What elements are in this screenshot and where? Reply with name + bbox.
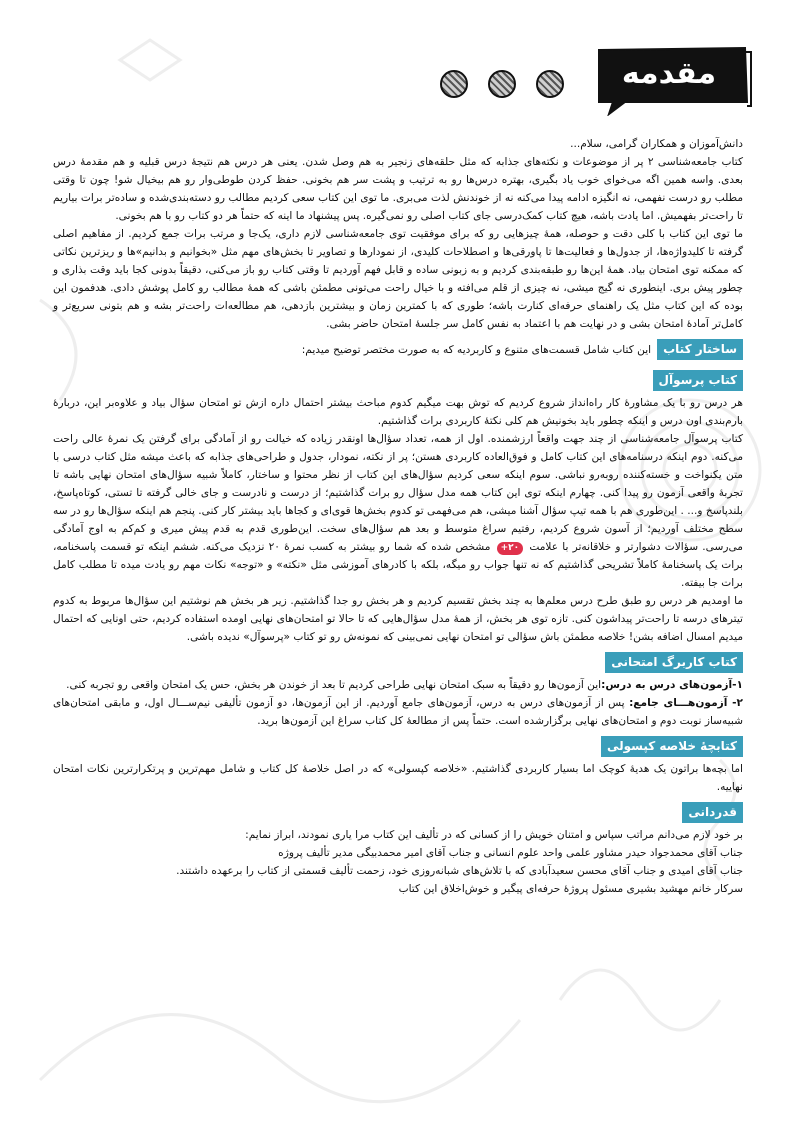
greeting: دانش‌آموزان و همکاران گرامی، سلام... (570, 138, 743, 150)
section-heading-porsoal: کتاب پرسوآل (653, 370, 743, 391)
porsoal-paragraph-2-start: کتاب پرسوآل جامعه‌شناسی از چند جهت واقعاً ارزشمنده. اول از همه، تعداد سؤال‌ها اونقدر زیاده که خیالت رو از آمادگی برای گرفتن یک نمرهٔ عالی راحت می‌کنه. دوم اینکه درسنامه‌های این کتاب کامل و فوق‌العاده کاربردی هستن؛ پر از نکته، نمودار، جدول و طراحی‌های جذابه که باعث میشه مثل کتاب درسی با متن یکنواخت و خسته‌کننده روبه‌رو نباشی. سوم اینکه سعی کردیم سؤال‌های این کتاب از نظر محتوا و ساختار، کاملاً شبیه سؤال‌های امتحان نهایی باشه تا تجربهٔ واقعی آزمون رو پیدا کنی. چهارم اینکه توی این کتاب همه مدل سؤال رو برات گذاشتیم؛ از درست و نادرست و جای خالی گرفته تا تستی، کوتاه‌پاسخ، بلندپاسخ و... . این‌طوری هم با همه تیپ سؤال آشنا میشی، هم می‌فهمی تو کدوم بخش‌ها قوی‌ای و کجاها باید بیشتر کار کنی. پنجم هم اینکه سؤال‌ها رو در سه سطح مختلف آوردیم؛ از آسون شروع کردیم، رفتیم سراغ متوسط و بعد هم سؤال‌های سخت. این‌طوری قدم به قدم پیش میری و کم‌کم به اوج آمادگی می‌رسی. سؤالات دشوارتر و خلاقانه‌تر با علامت (53, 433, 743, 553)
thanks-line: جناب آقای امیدی و جناب آقای محسن سعیدآبادی که با تلاش‌های شبانه‌روزی خود، زحمت تألیف قسمتی از کتاب را برعهده داشتند. (176, 865, 743, 877)
exam-item-1-text: این آزمون‌ها رو دقیقاً به سبک امتحان نهایی طراحی کردیم تا بعد از خوندن هر بخش، حس یک امتحان واقعی رو تجربه کنی. (66, 679, 602, 691)
section-heading-capsule: کتابچهٔ خلاصه کپسولی (601, 736, 743, 757)
dot-icon (536, 70, 564, 98)
structure-text: این کتاب شامل قسمت‌های متنوع و کاربردیه که به صورت مختصر توضیح میدیم: (301, 344, 652, 356)
exam-item-1 (53, 676, 743, 694)
exam-item-2 (53, 694, 743, 730)
section-heading-structure: ساختار کتاب (657, 339, 743, 360)
exam-item-1-label: ۱-آزمون‌های درس به درس: (601, 679, 743, 691)
dot-icon (440, 70, 468, 98)
intro-paragraph-1: کتاب جامعه‌شناسی ۲ پر از موضوعات و نکته‌های جذابه که مثل حلقه‌های زنجیر به هم وصل شدن. یعنی هر درس هم نتیجهٔ درس قبلیه و هم مقدمهٔ درس بعدی. واسه همین اگه می‌خوای خوب یاد بگیری، بهتره درس‌ها رو به ترتیب و پشت سر هم بخونی. حفظ کردن طوطی‌وار رو هم بیخیال شو! چون تا وقتی مطلب رو درست نفهمی، نه انگیزه ادامه پیدا می‌کنه نه از خوندنش لذت می‌بری. ما توی این کتاب سعی کردیم مطالب رو دسته‌بندی‌شده و ساده‌تر برات بیاریم تا راحت‌تر بفهمیش. اما یادت باشه، هیچ کتاب کمک‌درسی جای کتاب اصلی رو نمی‌گیره. پس پیشنهاد ما اینه که حتماً هر دو کتاب رو با هم بخونی. (53, 156, 743, 222)
thanks-line: سرکار خانم مهشید بشیری مسئول پروژهٔ حرفه‌ای پیگیر و خوش‌اخلاق این کتاب (398, 883, 743, 895)
main-content (53, 135, 743, 898)
structure-row (302, 339, 743, 360)
porsoal-paragraph-2-end: مشخص شده که شما رو بیشتر به کسب نمرهٔ ۲۰ نزدیک می‌کنه. ششم اینکه تو قسمت پاسخنامه، برات یک پاسخنامهٔ کاملاً تشریحی گذاشتیم که نه تنها جواب رو میگه، بلکه با کادرهای آموزشی مثل «نکته» و «توجه» نکات مهم رو یادت میده تا مطلب کامل برات جا بیفته. (53, 541, 743, 589)
exam-item-2-label: ۲- آزمون‌هـــای جامع: (629, 697, 743, 709)
intro-paragraph-2: ما توی این کتاب با کلی دقت و حوصله، همهٔ چیزهایی رو که برای موفقیت توی جامعه‌شناسی لازم داری، یک‌جا و مرتب برات جمع کردیم. از مفاهیم اصلی گرفته تا کلیدواژه‌ها، از جدول‌ها و فعالیت‌ها تا پاورقی‌ها و اصطلاحات کلیدی، از نمودارها و تصاویر تا بخش‌های مهم مثل «بخوانیم و بدانیم»ها و ریزترین نکاتی که ممکنه توی امتحان بیاد. همهٔ این‌ها رو طبقه‌بندی کردیم و به زبونی ساده و قابل فهم آوردیم تا وقتی کتاب رو باز می‌کنی، دقیقاً بدونی کجا باید وقت بذاری و چطور پیش بری. اینطوری نه گیج میشی، نه چیزی از قلم می‌افته و با خیال راحت می‌تونی مطمئن باشی که همهٔ مطالب رو کامل پوشش دادی. هدفمون این بوده که این کتاب مثل یک راهنمای حرفه‌ای کنارت باشه؛ طوری که با کمترین زمان و بیشترین بازدهی، هم مطالعه‌ات راحت‌تر بشه و هم بتونی سریع‌تر و کامل‌تر آمادهٔ امتحان بشی و در نهایت هم با اعتماد به نفس کامل سر جلسهٔ امتحان حاضر بشی. (53, 228, 743, 330)
porsoal-paragraph-2 (53, 430, 743, 592)
decorative-dots (440, 70, 570, 100)
porsoal-paragraph-1: هر درس رو با یک مشاورهٔ کار راه‌انداز شروع کردیم که توش بهت میگیم کدوم مباحث بیشتر احتمال داره ازش تو امتحان سؤال بیاد و علاوه‌بر این، دربارهٔ بارم‌بندی اون درس و اینکه چطور باید بخونیش هم کلی نکتهٔ کاربردی برات گذاشتیم. (53, 397, 743, 427)
page-title: مقدمه (621, 56, 717, 91)
section-heading-thanks: قدردانی (682, 802, 743, 823)
thanks-line: جناب آقای محمدجواد حیدر مشاور علمی واحد علوم انسانی و جناب آقای امیر محمدبیگی مدیر تألیف پروژه (278, 847, 743, 859)
dot-icon (488, 70, 516, 98)
porsoal-paragraph-3: ما اومدیم هر درس رو طبق طرح درس معلم‌ها به چند بخش تقسیم کردیم و هر بخش رو جدا گذاشتیم. زیر هر بخش هم نوشتیم این سؤال‌ها مربوط به کدوم تیترهای درسه تا راحت‌تر پیداشون کنی. تازه توی هر بخش، از همهٔ مدل سؤال‌هایی که تا حالا تو امتحان‌های نهایی اومده استفاده کردیم، حتی اونایی که احتمال میدیم امسال اضافه بشن! خلاصه مطمئن باش سؤالی تو امتحان نهایی نمی‌بینی که نمونه‌ش رو تو کتاب «پرسوآل» ندیده باشی. (53, 595, 743, 643)
exam-item-2-text: پس از آزمون‌های درس به درس، آزمون‌های جامع آوردیم. از این آزمون‌ها، دو آزمون تألیفی نیم‌ســـال اول، و مابقی امتحان‌های شبیه‌ساز نوبت دوم و امتحان‌های نهایی برگزارشده است. حتماً پس از مطالعهٔ کل کتاب سراغ این آزمون‌ها برید. (53, 697, 743, 727)
title-banner (595, 46, 755, 116)
plus-twenty-badge: ۲۰+ (497, 542, 524, 555)
capsule-text: اما بچه‌ها براتون یک هدیهٔ کوچک اما بسیار کاربردی گذاشتیم. «خلاصه کپسولی» که در اصل خلاصهٔ کل کتاب و شامل مهم‌ترین و پرتکرارترین نکات امتحان نهاییه. (53, 763, 743, 793)
section-heading-exam: کتاب کاربرگ امتحانی (605, 652, 743, 673)
thanks-line: بر خود لازم می‌دانم مراتب سپاس و امتنان خویش را از کسانی که در تألیف این کتاب مرا یاری نمودند، ابراز نمایم: (245, 829, 743, 841)
